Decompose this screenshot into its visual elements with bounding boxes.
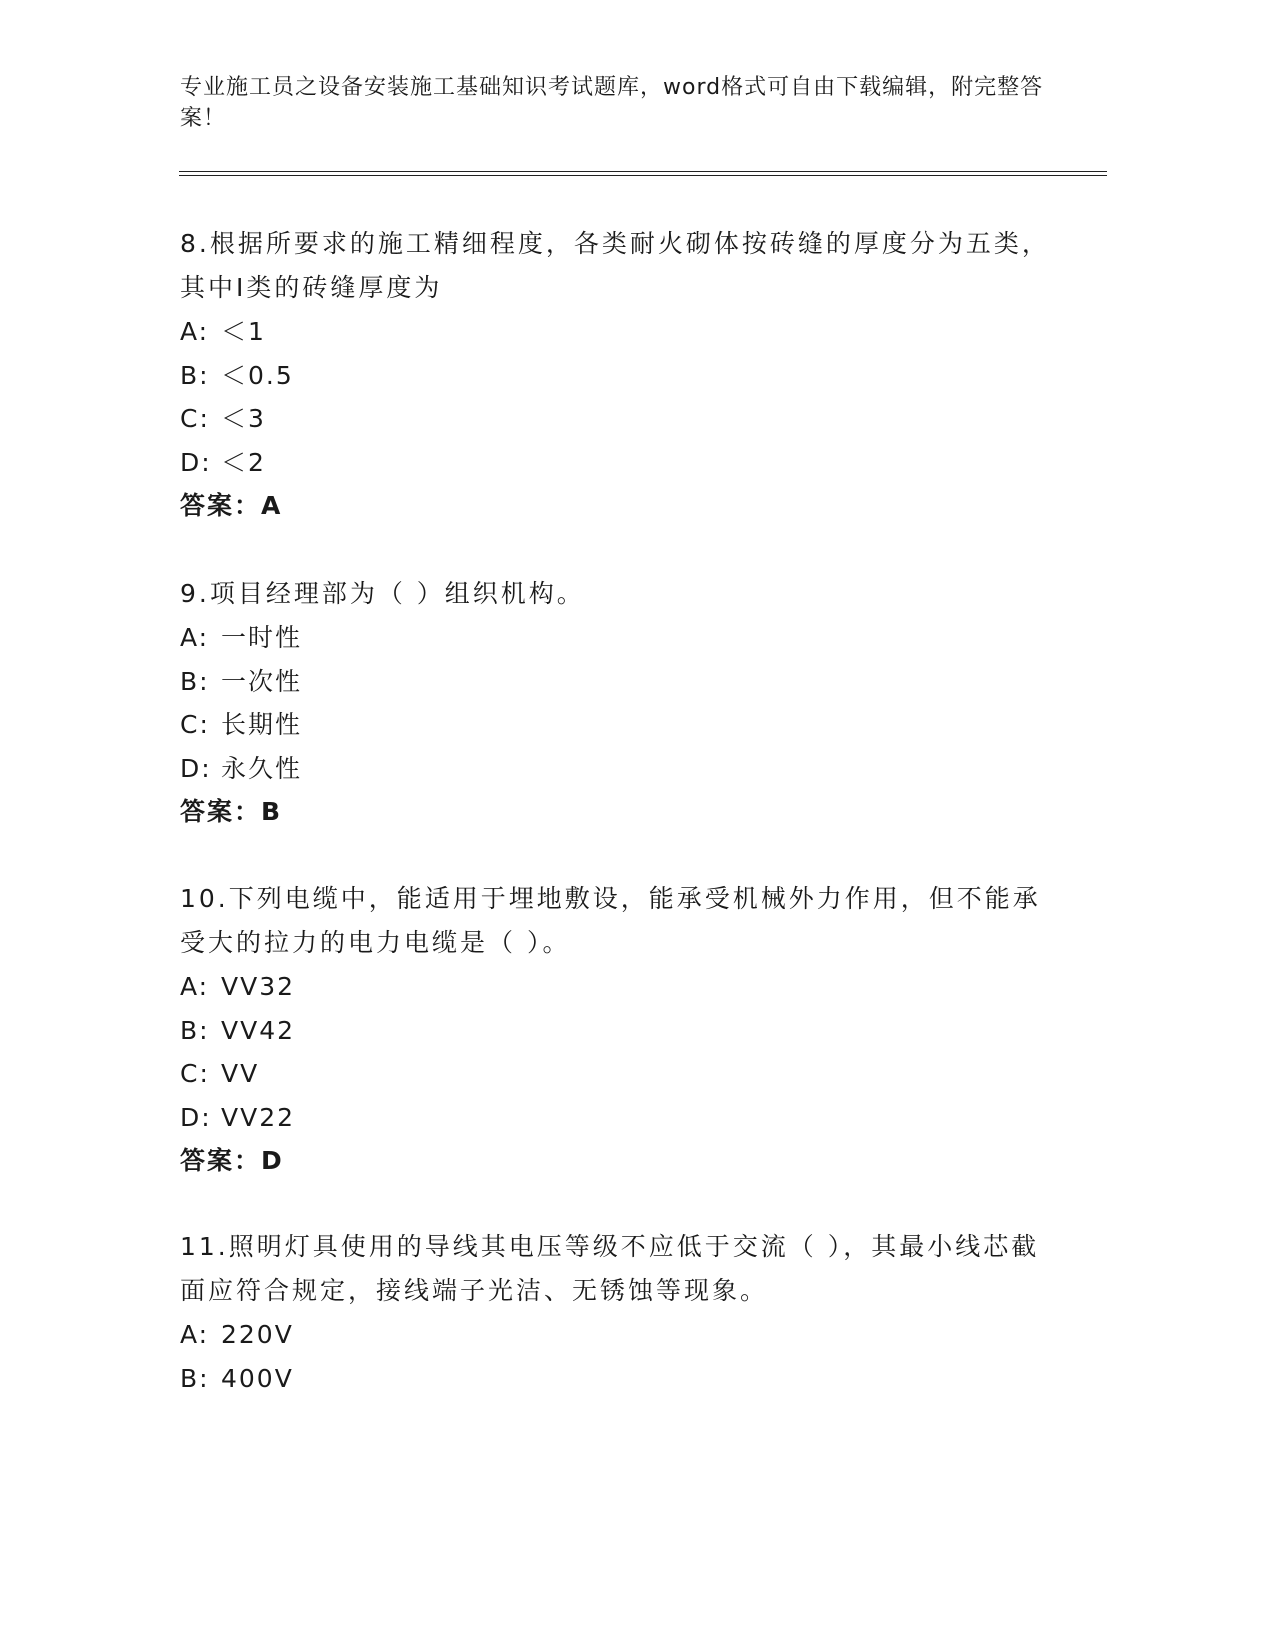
question-stem: 8.根据所要求的施工精细程度，各类耐火砌体按砖缝的厚度分为五类，其中Ⅰ类的砖缝厚度为 [180,229,1050,302]
question-9 [180,572,1060,834]
answer-line: 答案：A [180,491,283,520]
option-key: B: [180,1015,210,1045]
option-text: 一时性 [221,623,303,652]
option-a [180,616,1060,660]
option-a [180,1313,1060,1357]
option-b [180,1357,1060,1401]
question-8 [180,222,1060,528]
question-stem: 10.下列电缆中，能适用于埋地敷设，能承受机械外力作用，但不能承受大的拉力的电力电缆是（ ）。 [180,884,1041,957]
option-key: C: [180,710,210,739]
option-text: VV42 [221,1015,296,1045]
option-key: A: [180,1320,210,1349]
question-stem: 11.照明灯具使用的导线其电压等级不应低于交流（ ），其最小线芯截面应符合规定，接线端子光洁、无锈蚀等现象。 [180,1232,1040,1305]
option-text: ＜2 [221,447,266,477]
option-text: 长期性 [221,710,303,739]
answer-line: 答案：D [180,1146,284,1175]
header-double-rule [179,171,1107,176]
option-text: ＜0.5 [221,360,294,390]
answer-line: 答案：B [180,797,283,826]
option-text: VV32 [221,972,296,1001]
option-key: A: [180,972,210,1001]
question-11 [180,1225,1060,1400]
option-text: 220V [221,1320,294,1349]
option-text: 400V [221,1363,294,1393]
option-text: ＜1 [221,317,266,346]
option-text: ＜3 [221,404,266,433]
option-d [180,747,1060,791]
option-c [180,703,1060,747]
document-header: 专业施工员之设备安装施工基础知识考试题库，word格式可自由下载编辑，附完整答案！ [180,75,1044,131]
option-d [180,441,1060,485]
option-text: 一次性 [221,666,303,696]
option-key: D: [180,753,212,783]
option-b [180,660,1060,704]
option-key: C: [180,404,210,433]
option-text: VV [221,1059,260,1088]
option-key: B: [180,1363,210,1393]
option-b [180,1009,1060,1053]
option-key: B: [180,666,210,696]
option-key: C: [180,1059,210,1088]
option-key: A: [180,623,210,652]
option-c [180,1052,1060,1096]
option-key: A: [180,317,210,346]
option-b [180,354,1060,398]
option-d [180,1096,1060,1140]
option-key: D: [180,1102,212,1132]
question-stem: 9.项目经理部为（ ）组织机构。 [180,579,585,608]
option-key: D: [180,447,212,477]
option-text: VV22 [221,1102,296,1132]
option-key: B: [180,360,210,390]
question-10 [180,877,1060,1183]
option-text: 永久性 [221,753,303,783]
option-c [180,397,1060,441]
option-a [180,965,1060,1009]
option-a [180,310,1060,354]
